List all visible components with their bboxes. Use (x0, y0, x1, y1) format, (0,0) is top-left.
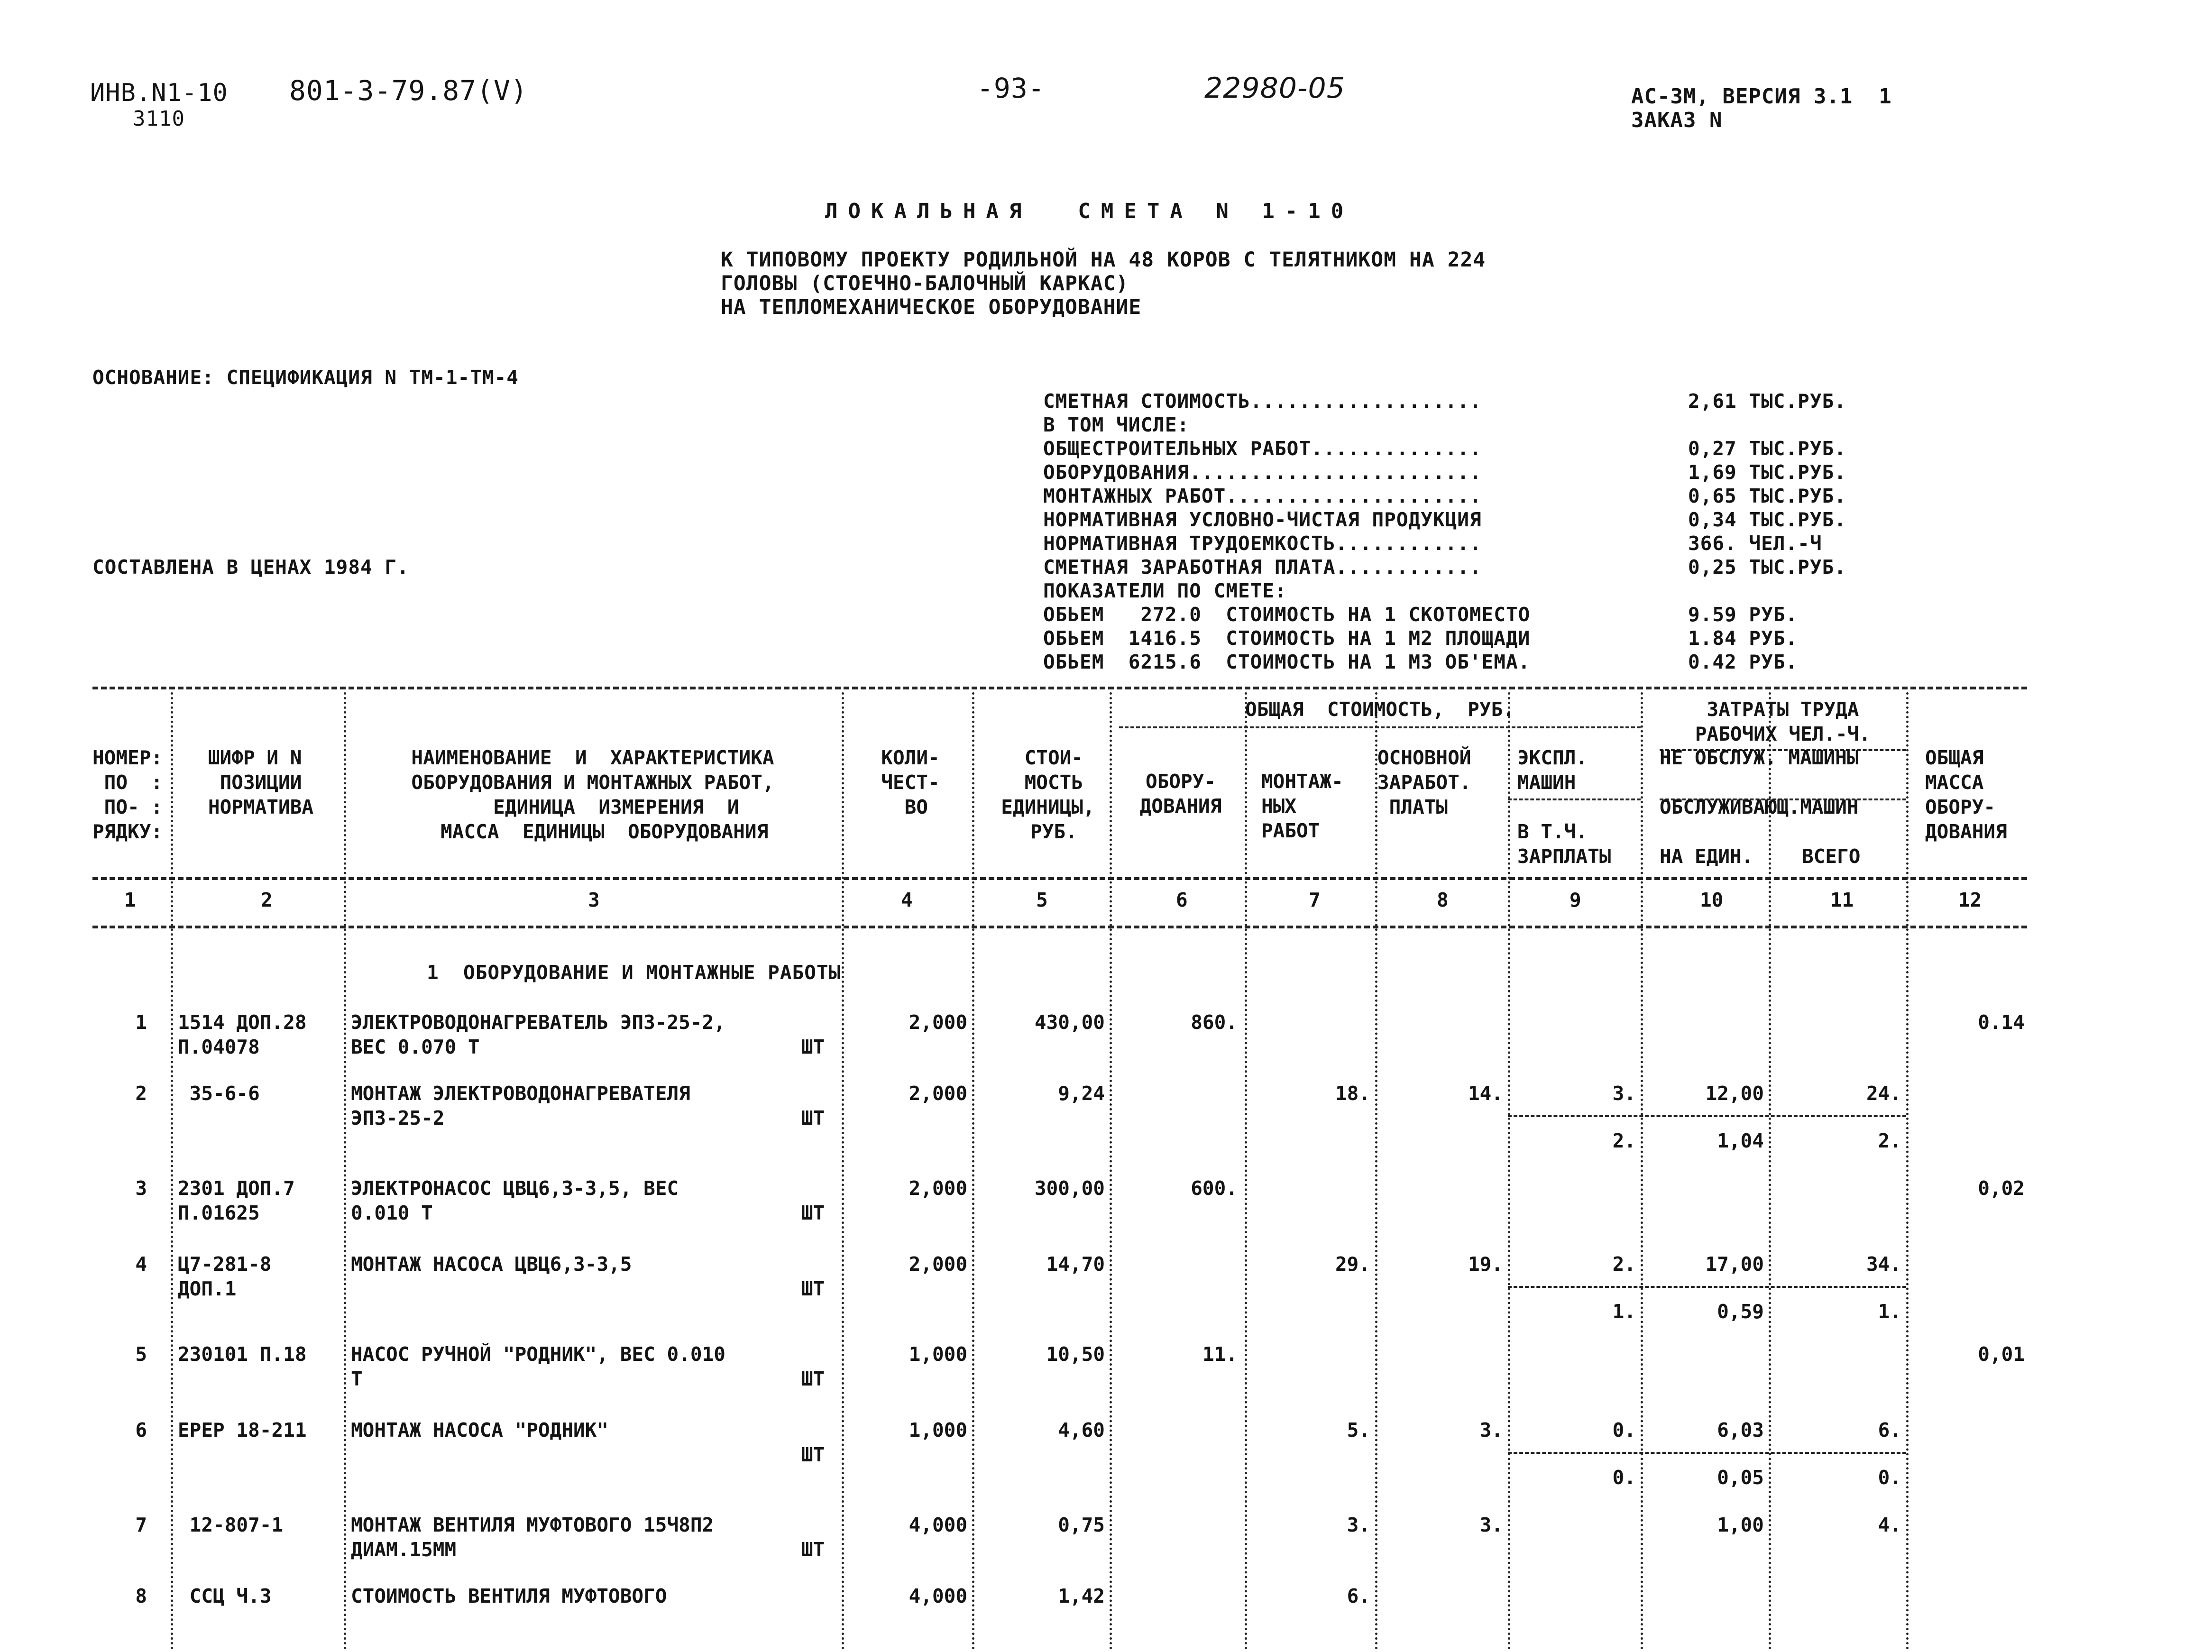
row-total-serving: 0. (1878, 1466, 1901, 1489)
row-price: 0,75 (1058, 1514, 1105, 1536)
row-number: 2 (135, 1082, 147, 1105)
column-number: 2 (261, 889, 273, 911)
col-header-per-unit: НА ЕДИН. (1660, 845, 1753, 868)
row-name: ЭЛЕКТРОНАСОС ЦВЦ6,3-3,5, ВЕС 0.010 Т (351, 1177, 679, 1224)
row-machines: 2. (1612, 1253, 1636, 1276)
summary-label: В ТОМ ЧИСЛЕ: (1043, 413, 1190, 436)
row-code: 2301 ДОП.7 П.01625 (178, 1177, 295, 1224)
row-machines: 3. (1612, 1082, 1636, 1105)
row-subrule (1508, 1452, 1906, 1454)
column-separator (842, 692, 844, 1650)
row-qty: 2,000 (909, 1177, 967, 1200)
summary-value: 0.42 РУБ. (1688, 651, 1798, 673)
summary-value: 9.59 РУБ. (1688, 603, 1798, 626)
row-name: МОНТАЖ НАСОСА ЦВЦ6,3-3,5 (351, 1253, 632, 1276)
row-wage: 19. (1468, 1253, 1503, 1276)
row-mass: 0,02 (1978, 1177, 2025, 1200)
column-number: 9 (1570, 889, 1581, 911)
summary-label: ОБЬЕМ 6215.6 СТОИМОСТЬ НА 1 М3 ОБ'ЕМА. (1043, 651, 1531, 673)
row-mounting: 29. (1335, 1253, 1370, 1276)
summary-label: СМЕТНАЯ ЗАРАБОТНАЯ ПЛАТА............ (1043, 556, 1482, 578)
row-code: Ц7-281-8 ДОП.1 (178, 1253, 272, 1300)
column-separator (1375, 692, 1377, 1650)
order-number: ЗАКАЗ N (1631, 108, 1723, 132)
row-price: 4,60 (1058, 1419, 1105, 1441)
summary-value: 0,25 ТЫС.РУБ. (1688, 556, 1846, 578)
row-number: 6 (135, 1419, 147, 1441)
row-per-unit-serving: 0,05 (1717, 1466, 1764, 1489)
summary-label: ОБЬЕМ 1416.5 СТОИМОСТЬ НА 1 М2 ПЛОЩАДИ (1043, 627, 1531, 650)
row-number: 5 (135, 1343, 147, 1366)
col-header-wage: ОСНОВНОЙ ЗАРАБОТ. ПЛАТЫ (1377, 746, 1471, 818)
project-code: 801-3-79.87(V) (289, 74, 528, 107)
column-number: 7 (1309, 889, 1321, 911)
col-header-code: ШИФР И N ПОЗИЦИИ НОРМАТИВА (208, 746, 314, 818)
summary-value: 366. ЧЕЛ.-Ч (1688, 532, 1822, 555)
labor-not-serving: НЕ ОБСЛУЖ. МАШИНЫ (1660, 746, 1859, 769)
row-qty: 2,000 (909, 1082, 967, 1105)
row-code: ССЦ Ч.3 (178, 1585, 272, 1607)
column-number: 1 (124, 889, 136, 911)
row-per-unit-serving: 0,59 (1717, 1300, 1764, 1323)
inventory-number: ИНВ.N1-10 (90, 79, 228, 107)
cost-group-rule (1119, 726, 1641, 728)
row-machines: 0. (1612, 1419, 1636, 1441)
row-mounting: 5. (1347, 1419, 1370, 1441)
row-equipment: 11. (1202, 1343, 1238, 1366)
row-total: 24. (1866, 1082, 1901, 1105)
system-version: АС-3М, ВЕРСИЯ 3.1 1 (1631, 84, 1892, 109)
row-machines-wage: 1. (1612, 1300, 1636, 1323)
column-number: 5 (1036, 889, 1048, 911)
col-header-mounting: МОНТАЖ- НЫХ РАБОТ (1261, 770, 1343, 842)
summary-label: НОРМАТИВНАЯ УСЛОВНО-ЧИСТАЯ ПРОДУКЦИЯ (1043, 508, 1482, 531)
row-unit: ШТ (801, 1443, 825, 1466)
summary-label: ОБЩЕСТРОИТЕЛЬНЫХ РАБОТ.............. (1043, 437, 1482, 460)
summary-label: НОРМАТИВНАЯ ТРУДОЕМКОСТЬ............ (1043, 532, 1482, 555)
row-name: МОНТАЖ ВЕНТИЛЯ МУФТОВОГО 15Ч8П2 ДИАМ.15ММ (351, 1514, 714, 1561)
row-total-serving: 1. (1878, 1300, 1901, 1323)
row-name: СТОИМОСТЬ ВЕНТИЛЯ МУФТОВОГО (351, 1585, 667, 1607)
row-number: 8 (135, 1585, 147, 1607)
row-code: 230101 П.18 (178, 1343, 307, 1366)
row-qty: 4,000 (909, 1514, 967, 1536)
prices-year: СОСТАВЛЕНА В ЦЕНАХ 1984 Г. (92, 556, 409, 578)
row-qty: 1,000 (909, 1343, 967, 1366)
row-number: 4 (135, 1253, 147, 1276)
row-name: МОНТАЖ ЭЛЕКТРОВОДОНАГРЕВАТЕЛЯ ЭПЗ-25-2 (351, 1082, 690, 1129)
row-total-serving: 2. (1878, 1129, 1901, 1152)
row-number: 1 (135, 1011, 147, 1034)
handwritten-number: 22980-05 (1204, 72, 1345, 105)
column-separator (1245, 692, 1247, 1650)
header-mid-rule (92, 877, 2027, 880)
row-unit: ШТ (801, 1107, 825, 1129)
row-price: 14,70 (1046, 1253, 1105, 1276)
col-header-price: СТОИ- МОСТЬ ЕДИНИЦЫ, РУБ. (1001, 746, 1095, 843)
row-total: 4. (1878, 1514, 1901, 1536)
row-code: ЕРЕР 18-211 (178, 1419, 307, 1441)
summary-label: СМЕТНАЯ СТОИМОСТЬ................... (1043, 390, 1482, 413)
title-line-3: НА ТЕПЛОМЕХАНИЧЕСКОЕ ОБОРУДОВАНИЕ (721, 295, 1142, 319)
row-subrule (1508, 1286, 1906, 1288)
row-unit: ШТ (801, 1036, 825, 1058)
summary-value: 2,61 ТЫС.РУБ. (1688, 390, 1846, 413)
row-number: 3 (135, 1177, 147, 1200)
column-separator (972, 692, 974, 1650)
row-wage: 14. (1468, 1082, 1503, 1105)
section-title: 1 ОБОРУДОВАНИЕ И МОНТАЖНЫЕ РАБОТЫ (427, 961, 841, 984)
col-header-qty: КОЛИ- ЧЕСТ- ВО (881, 746, 940, 818)
row-wage: 3. (1479, 1419, 1503, 1441)
column-number: 10 (1700, 889, 1724, 911)
row-name: МОНТАЖ НАСОСА "РОДНИК" (351, 1419, 609, 1441)
col-header-machines: ЭКСПЛ. МАШИН В Т.Ч. ЗАРПЛАТЫ (1517, 746, 1611, 868)
page-number: -93- (977, 72, 1045, 104)
row-unit: ШТ (801, 1538, 825, 1561)
row-qty: 1,000 (909, 1419, 967, 1441)
header-bottom-rule (92, 926, 2027, 928)
row-price: 1,42 (1058, 1585, 1105, 1607)
row-qty: 4,000 (909, 1585, 967, 1607)
row-machines-wage: 0. (1612, 1466, 1636, 1489)
row-unit: ШТ (801, 1277, 825, 1300)
title-line-2: ГОЛОВЫ (СТОЕЧНО-БАЛОЧНЫЙ КАРКАС) (721, 272, 1129, 295)
row-code: 12-807-1 (178, 1514, 284, 1536)
column-number: 4 (901, 889, 913, 911)
row-price: 10,50 (1046, 1343, 1105, 1366)
row-qty: 2,000 (909, 1253, 967, 1276)
title-line-1: К ТИПОВОМУ ПРОЕКТУ РОДИЛЬНОЙ НА 48 КОРОВ С ТЕЛЯТНИКОМ НА 224 (721, 248, 1486, 272)
col-header-equipment: ОБОРУ- ДОВАНИЯ (1139, 770, 1222, 817)
summary-value: 0,65 ТЫС.РУБ. (1688, 485, 1846, 507)
column-separator (1641, 692, 1643, 1650)
summary-value: 1,69 ТЫС.РУБ. (1688, 461, 1846, 484)
header-top-rule (92, 687, 2027, 689)
row-qty: 2,000 (909, 1011, 967, 1034)
column-separator (1906, 692, 1909, 1650)
column-number: 12 (1958, 889, 1982, 911)
row-total: 6. (1878, 1419, 1901, 1441)
row-name: ЭЛЕКТРОВОДОНАГРЕВАТЕЛЬ ЭПЗ-25-2, ВЕС 0.070 Т (351, 1011, 725, 1058)
column-number: 11 (1830, 889, 1854, 911)
row-mass: 0.14 (1978, 1011, 2025, 1034)
column-separator (1508, 692, 1510, 1650)
row-number: 7 (135, 1514, 147, 1536)
row-per-unit: 17,00 (1705, 1253, 1764, 1276)
labor-group-header: ЗАТРАТЫ ТРУДА РАБОЧИХ ЧЕЛ.-Ч. (1695, 698, 1871, 745)
row-unit: ШТ (801, 1202, 825, 1224)
row-mounting: 6. (1347, 1585, 1370, 1607)
column-number: 6 (1176, 889, 1188, 911)
summary-label: ПОКАЗАТЕЛИ ПО СМЕТЕ: (1043, 579, 1287, 602)
row-per-unit: 1,00 (1717, 1514, 1764, 1536)
labor-serving: ОБСЛУЖИВАЮЩ.МАШИН (1660, 796, 1859, 818)
cost-group-header: ОБЩАЯ СТОИМОСТЬ, РУБ. (1245, 698, 1514, 721)
row-subrule (1508, 1115, 1906, 1117)
col-header-number: НОМЕР: ПО : ПО- : РЯДКУ: (92, 746, 163, 843)
col-header-name: НАИМЕНОВАНИЕ И ХАРАКТЕРИСТИКА ОБОРУДОВАНИЯ И МОНТАЖНЫХ РАБОТ, ЕДИНИЦА ИЗМЕРЕНИЯ И МАССА ЕДИНИЦЫ ОБОРУДОВАНИЯ (411, 746, 774, 843)
row-per-unit: 12,00 (1705, 1082, 1764, 1105)
row-mass: 0,01 (1978, 1343, 2025, 1366)
row-mounting: 3. (1347, 1514, 1370, 1536)
col-header-total: ВСЕГО (1802, 845, 1861, 868)
row-wage: 3. (1479, 1514, 1503, 1536)
document-title: ЛОКАЛЬНАЯ СМЕТА N 1-10 (825, 199, 1354, 223)
row-total: 34. (1866, 1253, 1901, 1276)
row-mounting: 18. (1335, 1082, 1370, 1105)
column-number: 8 (1437, 889, 1449, 911)
column-number: 3 (588, 889, 600, 911)
summary-value: 1.84 РУБ. (1688, 627, 1798, 650)
row-unit: ШТ (801, 1367, 825, 1390)
inventory-number-2: 3110 (133, 107, 185, 131)
row-price: 300,00 (1034, 1177, 1105, 1200)
basis-text: ОСНОВАНИЕ: СПЕЦИФИКАЦИЯ N ТМ-1-ТМ-4 (92, 366, 519, 389)
row-price: 9,24 (1058, 1082, 1105, 1105)
summary-label: МОНТАЖНЫХ РАБОТ..................... (1043, 485, 1482, 507)
row-equipment: 860. (1191, 1011, 1238, 1034)
column-separator (344, 692, 346, 1650)
row-per-unit-serving: 1,04 (1717, 1129, 1764, 1152)
row-price: 430,00 (1034, 1011, 1105, 1034)
row-equipment: 600. (1191, 1177, 1238, 1200)
column-separator (1110, 692, 1112, 1650)
column-separator (171, 692, 173, 1650)
summary-label: ОБОРУДОВАНИЯ........................ (1043, 461, 1482, 484)
row-name: НАСОС РУЧНОЙ "РОДНИК", ВЕС 0.010 Т (351, 1343, 725, 1390)
summary-label: ОБЬЕМ 272.0 СТОИМОСТЬ НА 1 СКОТОМЕСТО (1043, 603, 1531, 626)
summary-value: 0,34 ТЫС.РУБ. (1688, 508, 1846, 531)
row-code: 1514 ДОП.28 П.04078 (178, 1011, 307, 1058)
row-per-unit: 6,03 (1717, 1419, 1764, 1441)
row-code: 35-6-6 (178, 1082, 260, 1105)
row-machines-wage: 2. (1612, 1129, 1636, 1152)
column-separator (1769, 692, 1771, 1650)
summary-value: 0,27 ТЫС.РУБ. (1688, 437, 1846, 460)
col-header-mass: ОБЩАЯ МАССА ОБОРУ- ДОВАНИЯ (1925, 746, 2007, 843)
